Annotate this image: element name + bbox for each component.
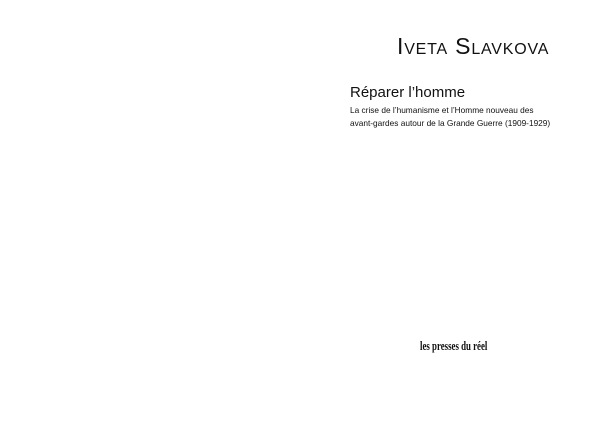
author-name: Iveta Slavkova <box>397 33 550 59</box>
publisher-name: les presses du réel <box>420 338 488 353</box>
book-subtitle <box>350 104 570 130</box>
subtitle-line: La crise de l’humanisme et l’Homme nouveau des <box>350 105 534 115</box>
subtitle-line: avant-gardes autour de la Grande Guerre (1909-1929) <box>350 118 551 128</box>
book-title: Réparer l’homme <box>350 84 466 101</box>
